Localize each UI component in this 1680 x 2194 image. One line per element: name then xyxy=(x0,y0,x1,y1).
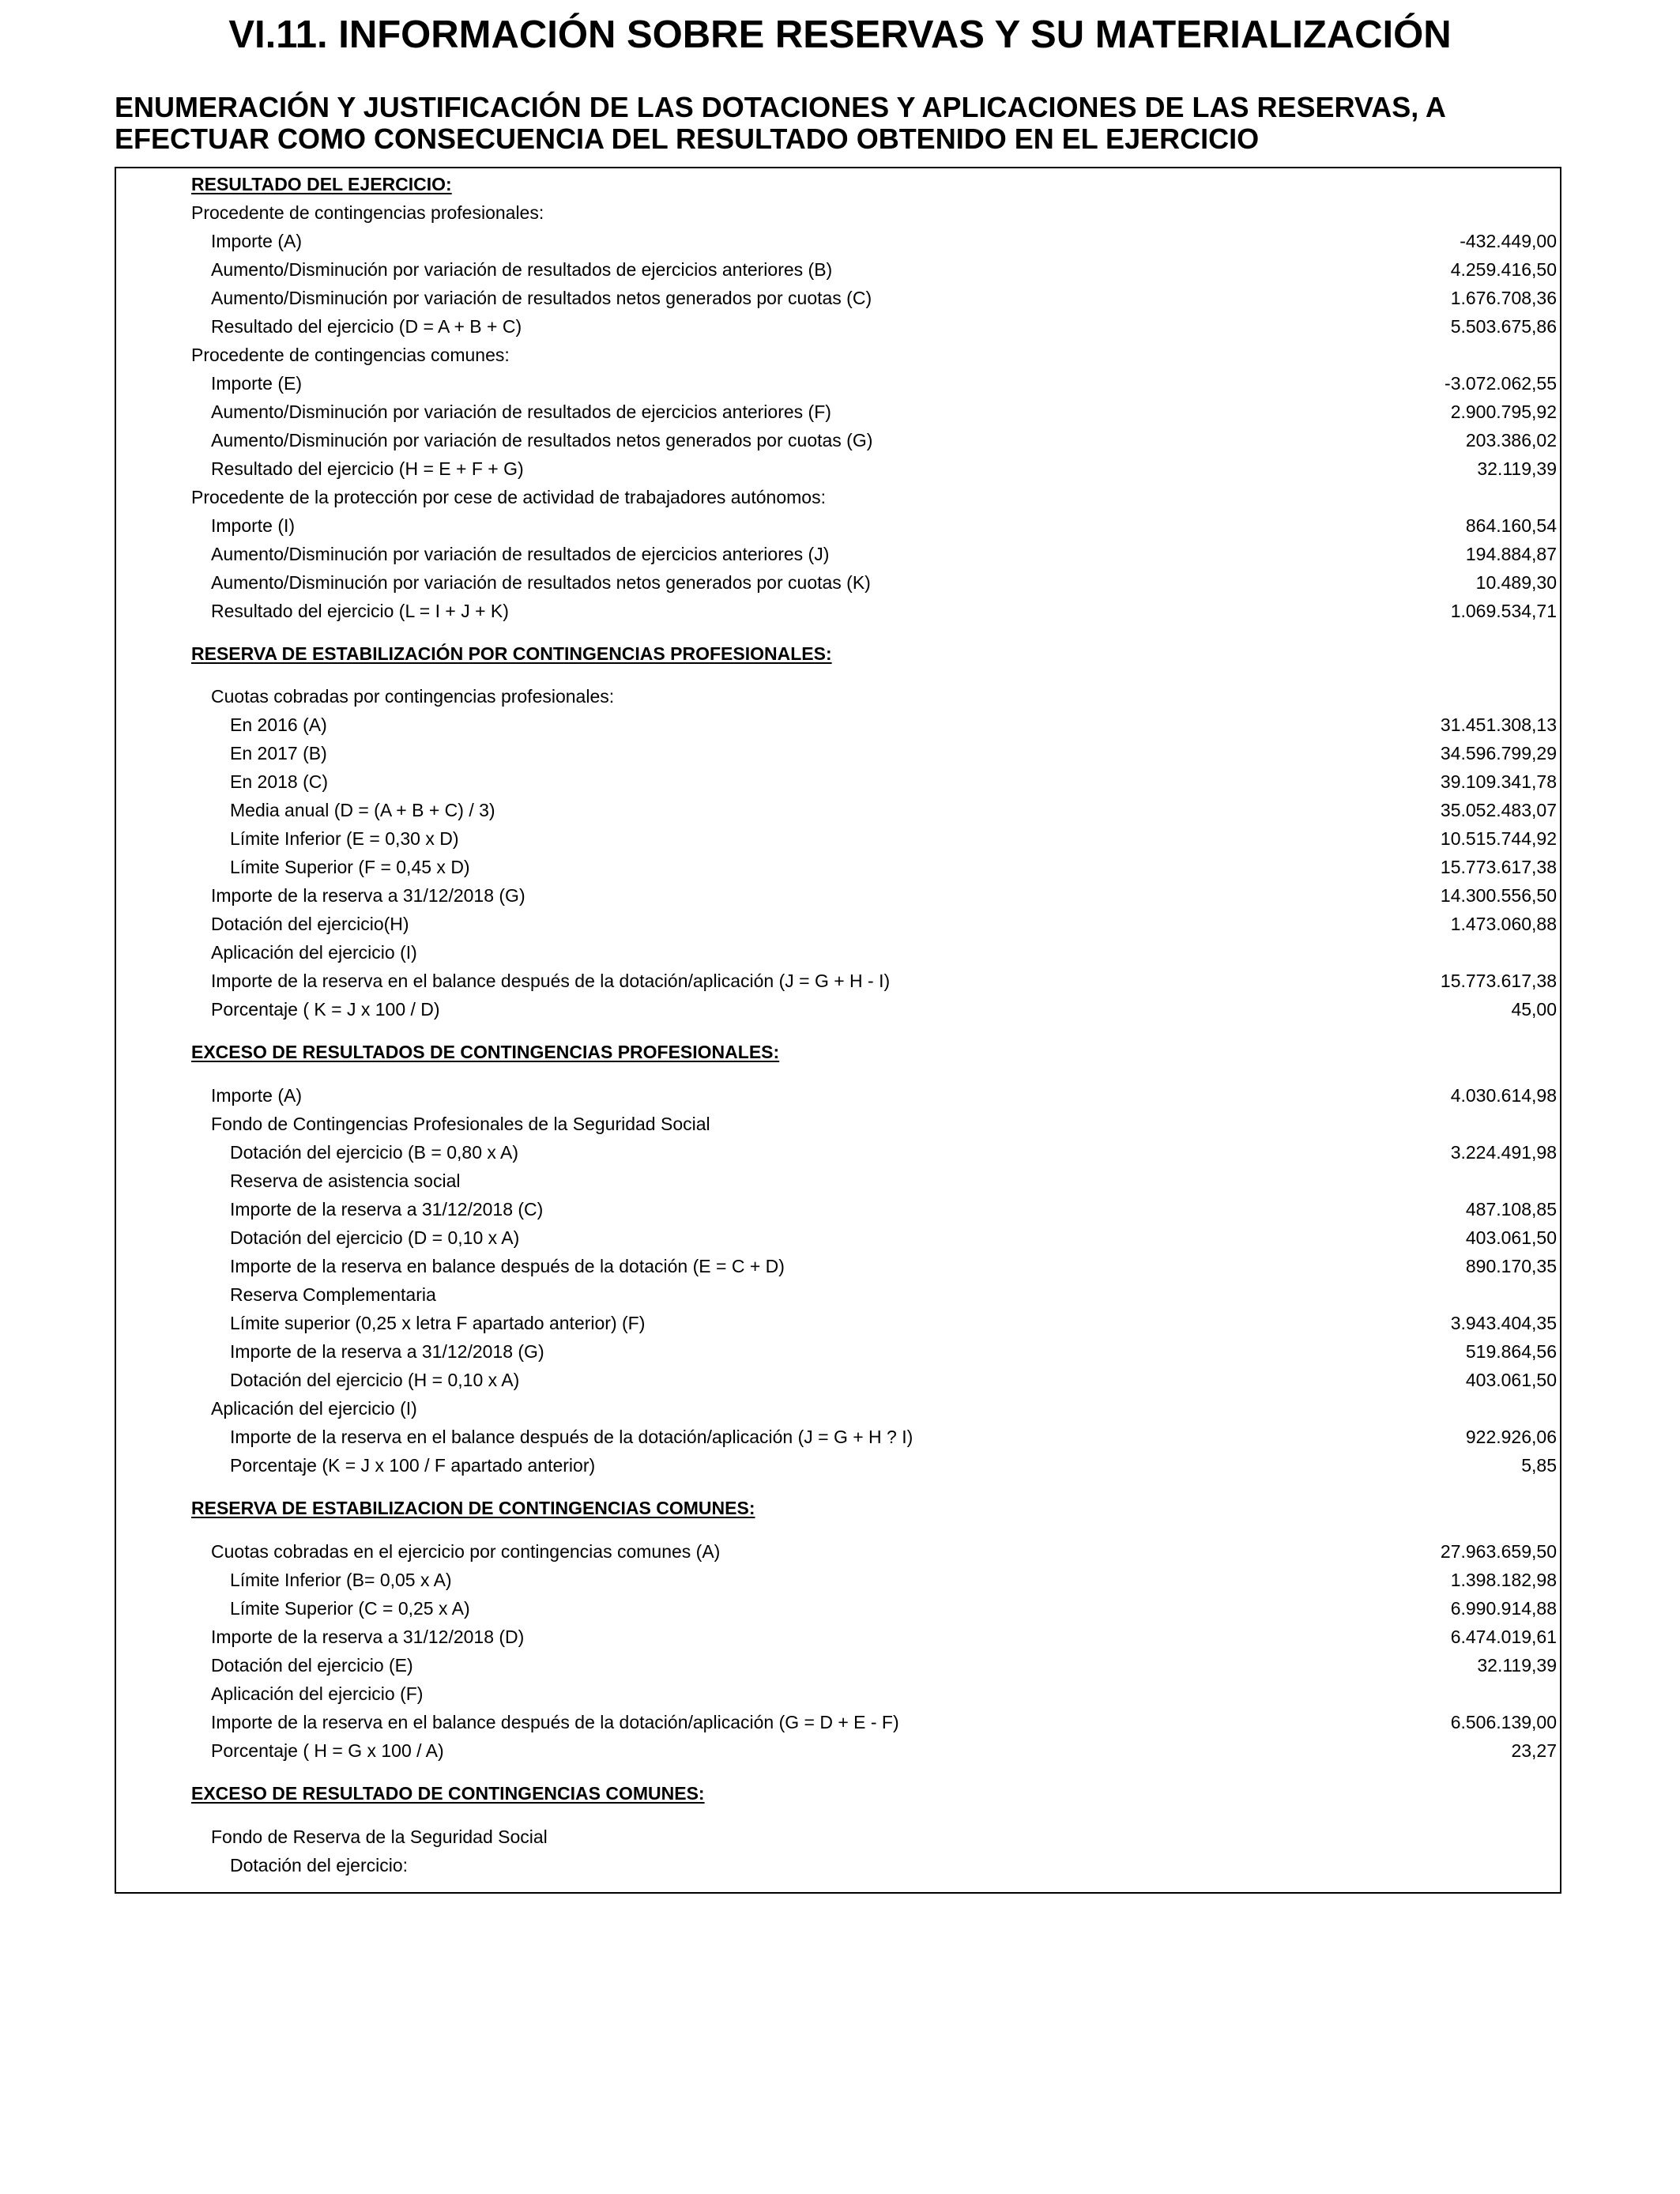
table-row xyxy=(116,369,1560,398)
table-row xyxy=(116,1679,1560,1708)
row-amount: 39.109.341,78 xyxy=(1440,771,1557,792)
table-row xyxy=(116,1566,1560,1594)
table-row xyxy=(116,597,1560,625)
row-label: Dotación del ejercicio (D = 0,10 x A) xyxy=(230,1227,520,1248)
row-label: Aplicación del ejercicio (I) xyxy=(211,1398,417,1419)
row-label: Importe de la reserva en el balance después de la dotación/aplicación (J = G + H ? I) xyxy=(230,1427,913,1447)
row-label: Aumento/Disminución por variación de resultados netos generados por cuotas (C) xyxy=(211,288,872,308)
row-label: Aumento/Disminución por variación de resultados netos generados por cuotas (G) xyxy=(211,430,873,450)
row-label: En 2017 (B) xyxy=(230,743,327,763)
row-label: Aplicación del ejercicio (I) xyxy=(211,942,417,963)
table-row xyxy=(116,1537,1560,1566)
section-title: RESERVA DE ESTABILIZACION DE CONTINGENCIAS COMUNES: xyxy=(191,1498,755,1518)
row-label: Dotación del ejercicio (B = 0,80 x A) xyxy=(230,1142,518,1163)
row-amount: 1.398.182,98 xyxy=(1450,1570,1557,1590)
table-row xyxy=(116,739,1560,767)
row-label: Cuotas cobradas por contingencias profesionales: xyxy=(211,686,615,707)
row-amount: 1.473.060,88 xyxy=(1450,914,1557,934)
table-row xyxy=(116,284,1560,312)
table-row xyxy=(116,1594,1560,1623)
table-row xyxy=(116,454,1560,483)
table-row xyxy=(116,910,1560,938)
row-label: Porcentaje ( K = J x 100 / D) xyxy=(211,999,440,1020)
section-header-row xyxy=(116,1779,1560,1808)
row-label: Límite Inferior (B= 0,05 x A) xyxy=(230,1570,452,1590)
table-row xyxy=(116,1394,1560,1423)
section-title: EXCESO DE RESULTADO DE CONTINGENCIAS COMUNES: xyxy=(191,1783,705,1804)
row-amount: 487.108,85 xyxy=(1465,1199,1557,1220)
row-label: Cuotas cobradas en el ejercicio por contingencias comunes (A) xyxy=(211,1541,721,1562)
table-row xyxy=(116,398,1560,426)
table-row xyxy=(116,1423,1560,1451)
table-row xyxy=(116,853,1560,881)
group-label-row xyxy=(116,1110,1560,1138)
group-label-row xyxy=(116,198,1560,227)
table-row xyxy=(116,540,1560,568)
group-label-row xyxy=(116,1280,1560,1309)
row-label: Dotación del ejercicio(H) xyxy=(211,914,409,934)
row-label: Límite superior (0,25 x letra F apartado anterior) (F) xyxy=(230,1313,646,1333)
row-label: Importe (A) xyxy=(211,1085,303,1106)
table-row xyxy=(116,1309,1560,1337)
table-row xyxy=(116,1195,1560,1223)
row-label: Dotación del ejercicio (E) xyxy=(211,1655,413,1676)
table-row xyxy=(116,255,1560,284)
page-title: VI.11. INFORMACIÓN SOBRE RESERVAS Y SU MATERIALIZACIÓN xyxy=(228,13,1452,56)
row-amount: 194.884,87 xyxy=(1465,544,1557,564)
row-label: Límite Superior (C = 0,25 x A) xyxy=(230,1598,470,1619)
row-amount: 6.506.139,00 xyxy=(1450,1712,1557,1732)
row-amount: 5,85 xyxy=(1521,1455,1557,1476)
group-label-row xyxy=(116,1167,1560,1195)
row-amount: 10.515.744,92 xyxy=(1440,828,1557,849)
row-label: Importe de la reserva a 31/12/2018 (G) xyxy=(211,885,525,906)
table-row xyxy=(116,1651,1560,1679)
subtitle-line-2: EFECTUAR COMO CONSECUENCIA DEL RESULTADO OBTENIDO EN EL EJERCICIO xyxy=(115,123,1260,155)
table-row xyxy=(116,1081,1560,1110)
row-label: Aplicación del ejercicio (F) xyxy=(211,1683,424,1704)
section-header-row xyxy=(116,1494,1560,1522)
row-label: Importe de la reserva en el balance después de la dotación/aplicación (G = D + E - F) xyxy=(211,1712,899,1732)
row-label: Importe de la reserva a 31/12/2018 (G) xyxy=(230,1341,544,1362)
table-row xyxy=(116,881,1560,910)
section-header-row xyxy=(116,170,1560,198)
row-amount: 14.300.556,50 xyxy=(1440,885,1557,906)
table-row xyxy=(116,426,1560,454)
row-label: Importe de la reserva en el balance después de la dotación/aplicación (J = G + H - I) xyxy=(211,971,891,991)
row-label: Procedente de contingencias comunes: xyxy=(191,345,510,365)
row-label: Reserva de asistencia social xyxy=(230,1171,461,1191)
row-label: Procedente de la protección por cese de actividad de trabajadores autónomos: xyxy=(191,487,826,507)
section-title: RESULTADO DEL EJERCICIO: xyxy=(191,174,452,194)
row-label: Límite Superior (F = 0,45 x D) xyxy=(230,857,470,877)
row-amount: -3.072.062,55 xyxy=(1445,373,1557,394)
row-amount: 922.926,06 xyxy=(1465,1427,1557,1447)
row-amount: 2.900.795,92 xyxy=(1450,401,1557,422)
table-row xyxy=(116,227,1560,255)
table-row xyxy=(116,995,1560,1023)
row-label: Media anual (D = (A + B + C) / 3) xyxy=(230,800,495,820)
row-label: Límite Inferior (E = 0,30 x D) xyxy=(230,828,459,849)
section-header-row xyxy=(116,1038,1560,1066)
row-amount: 23,27 xyxy=(1511,1740,1557,1761)
group-label-row xyxy=(116,1823,1560,1851)
row-amount: 4.259.416,50 xyxy=(1450,259,1557,280)
table-row xyxy=(116,1223,1560,1252)
row-amount: 890.170,35 xyxy=(1465,1256,1557,1276)
row-amount: 45,00 xyxy=(1511,999,1557,1020)
row-label: Dotación del ejercicio (H = 0,10 x A) xyxy=(230,1370,520,1390)
row-label: Importe de la reserva a 31/12/2018 (D) xyxy=(211,1627,525,1647)
table-row xyxy=(116,1451,1560,1480)
row-label: Importe (A) xyxy=(211,231,303,251)
row-label: Porcentaje ( H = G x 100 / A) xyxy=(211,1740,444,1761)
row-amount: 3.224.491,98 xyxy=(1450,1142,1557,1163)
row-label: Reserva Complementaria xyxy=(230,1284,436,1305)
row-label: Importe (E) xyxy=(211,373,303,394)
row-label: Aumento/Disminución por variación de resultados de ejercicios anteriores (J) xyxy=(211,544,830,564)
row-amount: 3.943.404,35 xyxy=(1450,1313,1557,1333)
row-amount: 4.030.614,98 xyxy=(1450,1085,1557,1106)
table-row xyxy=(116,1252,1560,1280)
row-amount: 27.963.659,50 xyxy=(1440,1541,1557,1562)
row-amount: 15.773.617,38 xyxy=(1440,857,1557,877)
table-row xyxy=(116,967,1560,995)
table-row xyxy=(116,824,1560,853)
row-amount: -432.449,00 xyxy=(1460,231,1557,251)
row-amount: 15.773.617,38 xyxy=(1440,971,1557,991)
row-label: Fondo de Reserva de la Seguridad Social xyxy=(211,1826,548,1847)
row-amount: 519.864,56 xyxy=(1465,1341,1557,1362)
table-row xyxy=(116,1337,1560,1366)
row-label: Aumento/Disminución por variación de resultados de ejercicios anteriores (B) xyxy=(211,259,833,280)
subtitle-line-1: ENUMERACIÓN Y JUSTIFICACIÓN DE LAS DOTACIONES Y APLICACIONES DE LAS RESERVAS, A xyxy=(115,91,1446,123)
row-amount: 6.990.914,88 xyxy=(1450,1598,1557,1619)
row-label: En 2016 (A) xyxy=(230,714,327,735)
table-row xyxy=(116,938,1560,967)
table-row xyxy=(116,1138,1560,1167)
row-label: Aumento/Disminución por variación de resultados netos generados por cuotas (K) xyxy=(211,572,871,593)
row-label: Importe de la reserva a 31/12/2018 (C) xyxy=(230,1199,544,1220)
row-label: Importe (I) xyxy=(211,515,296,536)
report-subtitle xyxy=(115,92,1616,155)
row-amount: 31.451.308,13 xyxy=(1440,714,1557,735)
row-amount: 5.503.675,86 xyxy=(1450,316,1557,337)
reserves-table xyxy=(115,167,1561,1894)
table-row xyxy=(116,1366,1560,1394)
row-label: Fondo de Contingencias Profesionales de la Seguridad Social xyxy=(211,1114,710,1134)
table-row xyxy=(116,312,1560,341)
row-amount: 864.160,54 xyxy=(1465,515,1557,536)
row-label: Procedente de contingencias profesionales: xyxy=(191,202,544,223)
table-row xyxy=(116,711,1560,739)
row-label: Resultado del ejercicio (H = E + F + G) xyxy=(211,458,524,479)
row-label: Dotación del ejercicio: xyxy=(230,1855,409,1875)
group-label-row xyxy=(116,483,1560,511)
section-header-row xyxy=(116,639,1560,668)
row-amount: 1.069.534,71 xyxy=(1450,601,1557,621)
row-amount: 203.386,02 xyxy=(1465,430,1557,450)
row-label: Porcentaje (K = J x 100 / F apartado anterior) xyxy=(230,1455,596,1476)
row-amount: 32.119,39 xyxy=(1477,1655,1557,1676)
table-row xyxy=(116,511,1560,540)
row-amount: 1.676.708,36 xyxy=(1450,288,1557,308)
table-row xyxy=(116,1851,1560,1879)
row-amount: 35.052.483,07 xyxy=(1440,800,1557,820)
group-label-row xyxy=(116,682,1560,711)
section-title: RESERVA DE ESTABILIZACIÓN POR CONTINGENCIAS PROFESIONALES: xyxy=(191,643,832,664)
row-amount: 6.474.019,61 xyxy=(1450,1627,1557,1647)
row-amount: 34.596.799,29 xyxy=(1440,743,1557,763)
row-label: Resultado del ejercicio (L = I + J + K) xyxy=(211,601,509,621)
table-row xyxy=(116,1736,1560,1765)
row-amount: 403.061,50 xyxy=(1465,1370,1557,1390)
row-label: Importe de la reserva en balance después de la dotación (E = C + D) xyxy=(230,1256,785,1276)
row-amount: 32.119,39 xyxy=(1477,458,1557,479)
table-row xyxy=(116,1708,1560,1736)
row-amount: 10.489,30 xyxy=(1475,572,1557,593)
section-title: EXCESO DE RESULTADOS DE CONTINGENCIAS PROFESIONALES: xyxy=(191,1042,780,1062)
row-label: Aumento/Disminución por variación de resultados de ejercicios anteriores (F) xyxy=(211,401,831,422)
row-label: Resultado del ejercicio (D = A + B + C) xyxy=(211,316,522,337)
table-row xyxy=(116,767,1560,796)
group-label-row xyxy=(116,341,1560,369)
table-row xyxy=(116,1623,1560,1651)
row-label: En 2018 (C) xyxy=(230,771,329,792)
table-row xyxy=(116,796,1560,824)
table-row xyxy=(116,568,1560,597)
row-amount: 403.061,50 xyxy=(1465,1227,1557,1248)
